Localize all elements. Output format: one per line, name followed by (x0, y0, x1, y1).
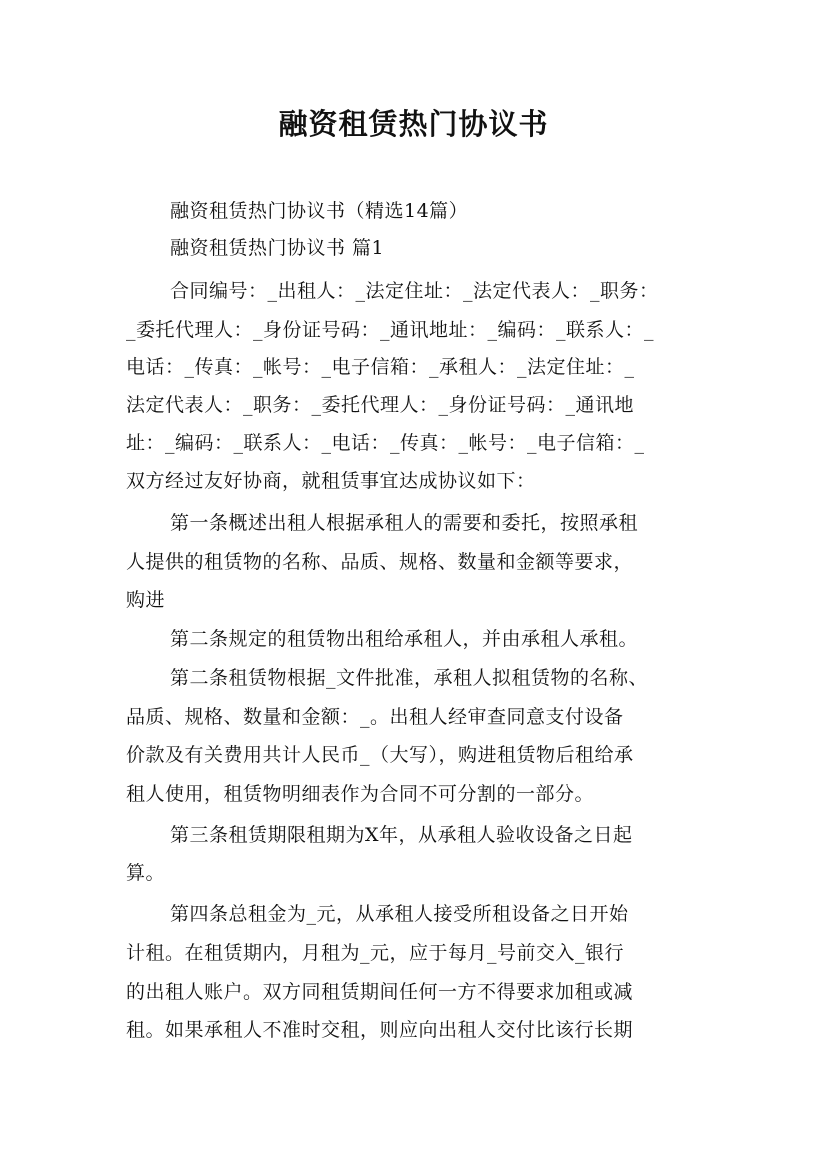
text-line: 购进 (126, 589, 166, 611)
text-line: 址：_编码：_联系人：_电话：_传真：_帐号：_电子信箱：_ (126, 432, 645, 454)
subtitle-line: 融资租赁热门协议书（精选14篇） (170, 200, 469, 222)
text-line: 合同编号：_出租人：_法定住址：_法定代表人：_职务： (170, 280, 659, 302)
text-line: 计租。在租赁期内，月租为_元，应于每月_号前交入_银行 (126, 942, 625, 964)
document-title: 融资租赁热门协议书 (278, 107, 549, 141)
text-line: 人提供的租赁物的名称、品质、规格、数量和金额等要求， (126, 551, 634, 573)
text-line: 的出租人账户。双方同租赁期间任何一方不得要求加租或减 (126, 981, 634, 1003)
text-line: _委托代理人：_身份证号码：_通讯地址：_编码：_联系人：_ (126, 319, 655, 341)
text-line: 第二条规定的租赁物出租给承租人，并由承租人承租。 (170, 628, 639, 650)
text-line: 第二条租赁物根据_文件批准，承租人拟租赁物的名称、 (170, 667, 649, 689)
text-line: 租。如果承租人不准时交租，则应向出租人交付比该行长期 (126, 1019, 634, 1041)
text-line: 算。 (126, 862, 166, 884)
text-line: 电话：_传真：_帐号：_电子信箱：_承租人：_法定住址：_ (126, 356, 635, 378)
text-line: 第一条概述出租人根据承租人的需要和委托，按照承租 (170, 512, 639, 534)
text-line: 双方经过友好协商，就租赁事宜达成协议如下： (126, 470, 536, 492)
text-line: 法定代表人：_职务：_委托代理人：_身份证号码：_通讯地 (126, 394, 635, 416)
text-line: 第四条总租金为_元，从承租人接受所租设备之日开始 (170, 903, 629, 925)
text-line: 第三条租赁期限租期为X年，从承租人验收设备之日起 (170, 824, 633, 846)
section-heading: 融资租赁热门协议书 篇1 (170, 237, 385, 259)
text-line: 租人使用，租赁物明细表作为合同不可分割的一部分。 (126, 783, 595, 805)
text-line: 品质、规格、数量和金额：_。出租人经审查同意支付设备 (126, 706, 624, 728)
text-line: 价款及有关费用共计人民币_（大写），购进租赁物后租给承 (126, 744, 634, 766)
